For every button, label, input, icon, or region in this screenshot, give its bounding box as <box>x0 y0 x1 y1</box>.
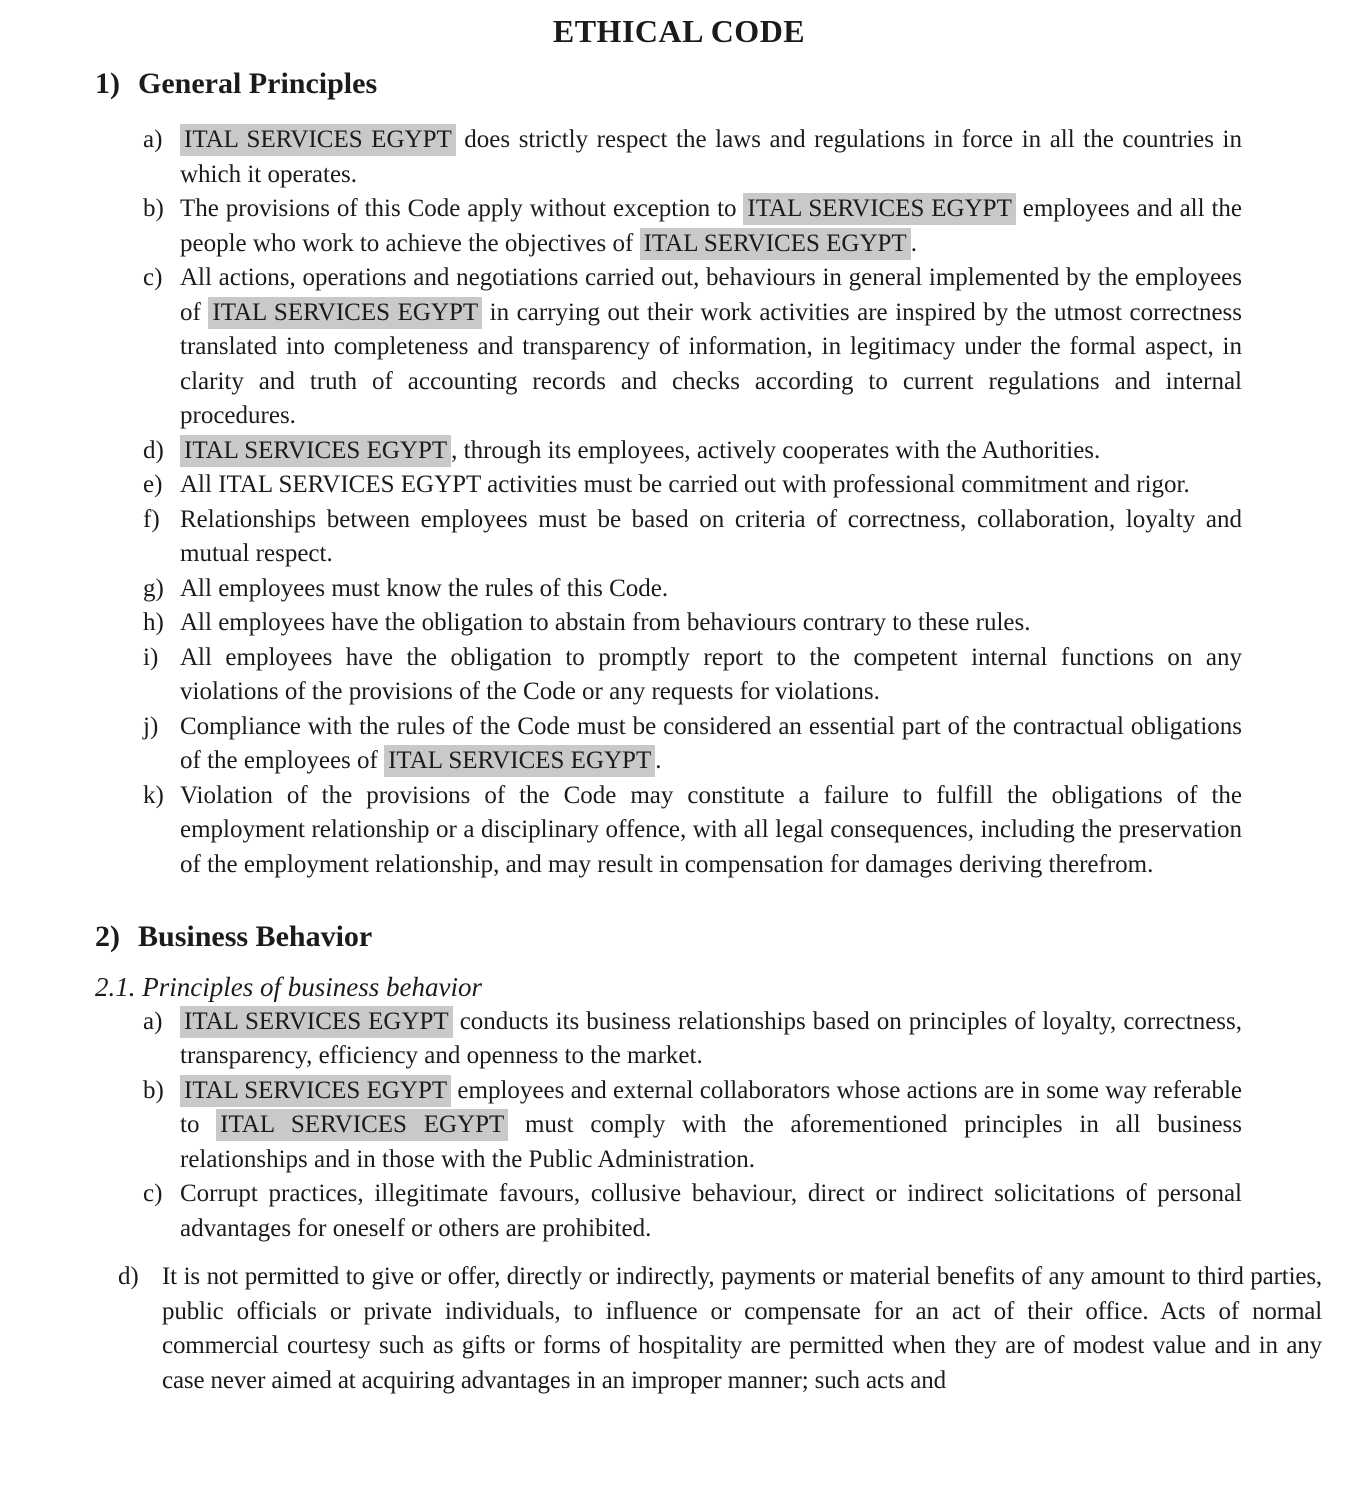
item-marker: f) <box>143 505 160 533</box>
item-text-segment: All employees must know the rules of this Code. <box>180 574 669 602</box>
general-principles-list <box>143 123 1242 882</box>
section-number: 1) <box>95 67 120 100</box>
item-marker: b) <box>143 195 164 222</box>
list-item <box>143 710 1242 779</box>
company-name-highlight: ITAL SERVICES EGYPT <box>180 124 456 156</box>
item-text-segment: . <box>655 747 662 774</box>
subsection-heading-principles-of-business-behavior: 2.1. Principles of business behavior <box>95 972 482 1002</box>
document-title: ETHICAL CODE <box>552 13 806 49</box>
item-text-segment: All employees have the obligation to promptly report to the competent internal functions on any violations of the provisions of the Code or any requests for violations. <box>180 643 1242 705</box>
list-item <box>143 503 1242 572</box>
item-text-segment: Violation of the provisions of the Code may constitute a failure to fulfill the obligations of the employment relationship or a disciplinary offence, with all legal consequences, including the preservation of the employment relationship, and may result in compensation for damages deriving therefrom. <box>180 781 1242 878</box>
section-heading-business-behavior <box>95 919 1358 955</box>
list-item <box>143 434 1242 469</box>
company-name-highlight: ITAL SERVICES EGYPT <box>180 435 451 467</box>
item-marker: e) <box>143 471 163 498</box>
company-name-highlight: ITAL SERVICES EGYPT <box>216 1109 508 1141</box>
list-item <box>143 572 1242 607</box>
item-text-segment: conducts its business relationships based on principles of loyalty, correctness, transparency, efficiency and openness to the market. <box>180 1007 1243 1069</box>
item-text-segment: Corrupt practices, illegitimate favours, collusive behaviour, direct or indirect solicitations of personal advantages for oneself or others are prohibited. <box>180 1180 1242 1242</box>
item-text-segment: must comply with the aforementioned principles in all business relationships and in those with the Public Administration. <box>180 1111 1242 1173</box>
item-text-segment: employees and all the people who work to achieve the objectives of <box>180 195 1242 257</box>
company-name-highlight: ITAL SERVICES EGYPT <box>208 297 482 329</box>
list-item <box>118 1260 1322 1398</box>
item-marker: b) <box>143 1076 164 1104</box>
company-name-highlight: ITAL SERVICES EGYPT <box>640 228 911 260</box>
item-text-segment: Relationships between employees must be based on criteria of correctness, collaboration, loyalty and mutual respect. <box>180 505 1242 567</box>
item-text-segment: does strictly respect the laws and regulations in force in all the countries in which it operates. <box>180 126 1242 188</box>
company-name-highlight: ITAL SERVICES EGYPT <box>180 1006 453 1038</box>
item-text-segment: All actions, operations and negotiations carried out, behaviours in general implemented by the employees of <box>180 264 1242 326</box>
item-marker: c) <box>143 1180 163 1207</box>
item-text-segment: employees and external collaborators whose actions are in some way referable to <box>180 1076 1242 1138</box>
section-heading-label: Business Behavior <box>138 920 373 953</box>
company-name-highlight: ITAL SERVICES EGYPT <box>180 1075 451 1107</box>
list-item <box>143 192 1242 261</box>
item-marker: a) <box>143 126 163 153</box>
list-item <box>143 1074 1242 1178</box>
item-text-segment: in carrying out their work activities are inspired by the utmost correctness translated into completeness and transparency of information, in legitimacy under the formal aspect, in clarity and truth of accounting records and checks according to current regulations and internal procedures. <box>180 298 1243 429</box>
item-marker: i) <box>143 643 159 671</box>
item-text-segment: , through its employees, actively cooperates with the Authorities. <box>451 436 1101 464</box>
item-marker: k) <box>143 781 164 809</box>
section-number: 2) <box>95 920 120 953</box>
business-behavior-extra-paragraph <box>118 1260 1322 1398</box>
list-item <box>143 261 1242 434</box>
item-marker: c) <box>143 264 163 291</box>
item-marker: a) <box>143 1007 163 1035</box>
business-behavior-list <box>143 1005 1242 1247</box>
list-item <box>143 779 1242 883</box>
item-marker: h) <box>143 609 164 636</box>
list-item <box>143 1177 1242 1246</box>
list-item <box>143 606 1242 641</box>
section-heading-label: General Principles <box>138 67 378 100</box>
item-text-segment: All ITAL SERVICES EGYPT activities must be carried out with professional commitment and rigor. <box>180 471 1190 498</box>
item-text-segment: . <box>910 229 917 257</box>
list-item <box>143 123 1242 192</box>
list-item <box>143 1005 1242 1074</box>
item-text-segment: All employees have the obligation to abstain from behaviours contrary to these rules. <box>180 609 1031 636</box>
item-marker: d) <box>118 1263 139 1290</box>
item-text-segment: Compliance with the rules of the Code must be considered an essential part of the contractual obligations of the employees of <box>180 712 1242 774</box>
item-marker: j) <box>143 712 159 740</box>
company-name-highlight: ITAL SERVICES EGYPT <box>743 193 1015 225</box>
list-item <box>143 641 1242 710</box>
section-heading-general-principles <box>95 66 1358 102</box>
item-text-segment: The provisions of this Code apply without exception to <box>180 195 744 222</box>
item-marker: g) <box>143 574 164 602</box>
item-text-segment: It is not permitted to give or offer, directly or indirectly, payments or material benefits of any amount to third parties, public officials or private individuals, to influence or compensate for an act of their office. Acts of normal commercial courtesy such as gifts or forms of hospitality are permitted when they are of modest value and in any case never aimed at acquiring advantages in an improper manner; such acts and <box>162 1263 1322 1394</box>
company-name-highlight: ITAL SERVICES EGYPT <box>384 745 655 777</box>
item-marker: d) <box>143 436 164 464</box>
list-item <box>143 468 1242 503</box>
